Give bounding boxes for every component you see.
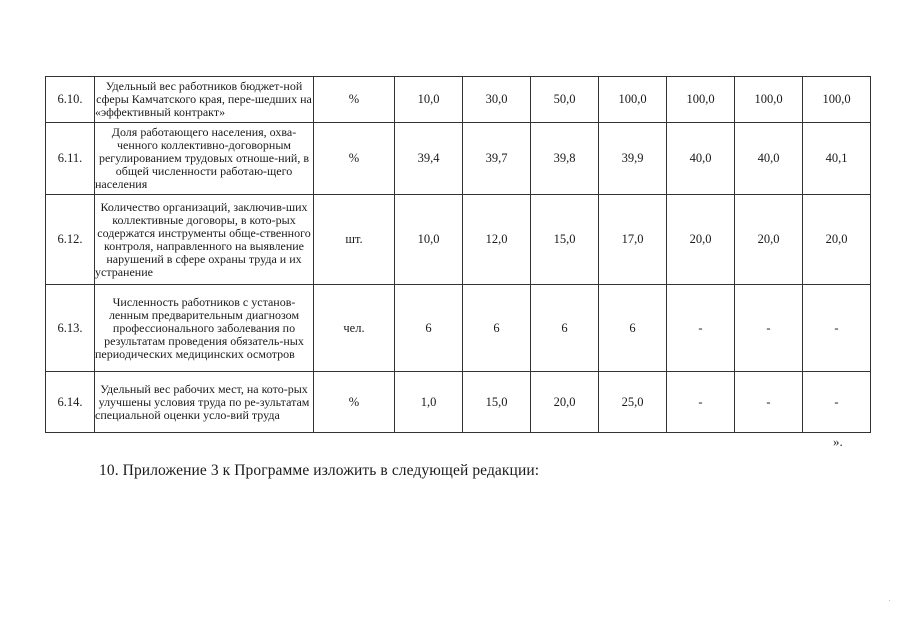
table-row	[46, 285, 871, 372]
row-number: 6.11.	[46, 123, 95, 195]
value-cell: -	[735, 285, 803, 372]
value-cell: 6	[599, 285, 667, 372]
value-cell: 39,9	[599, 123, 667, 195]
unit-cell: чел.	[314, 285, 395, 372]
table-row	[46, 372, 871, 433]
table-row	[46, 123, 871, 195]
value-cell: 25,0	[599, 372, 667, 433]
value-cell: -	[803, 285, 871, 372]
amendment-instruction: 10. Приложение 3 к Программе изложить в следующей редакции:	[99, 462, 540, 479]
unit-cell: %	[314, 372, 395, 433]
unit-cell: %	[314, 77, 395, 123]
value-cell: 40,0	[667, 123, 735, 195]
value-cell: 100,0	[803, 77, 871, 123]
indicator-description: Доля работающего населения, охва-ченного коллективно-договорным регулированием трудовых отноше-ний, в общей численности работаю-щего населения	[95, 123, 314, 195]
value-cell: 15,0	[531, 195, 599, 285]
unit-cell: шт.	[314, 195, 395, 285]
value-cell: 40,1	[803, 123, 871, 195]
value-cell: 50,0	[531, 77, 599, 123]
value-cell: 6	[531, 285, 599, 372]
row-number: 6.13.	[46, 285, 95, 372]
value-cell: 17,0	[599, 195, 667, 285]
indicators-table	[45, 76, 871, 433]
value-cell: 6	[395, 285, 463, 372]
scan-speck	[889, 600, 890, 601]
value-cell: 12,0	[463, 195, 531, 285]
table-row	[46, 77, 871, 123]
value-cell: 20,0	[667, 195, 735, 285]
value-cell: 39,7	[463, 123, 531, 195]
value-cell: 40,0	[735, 123, 803, 195]
value-cell: 20,0	[803, 195, 871, 285]
row-number: 6.14.	[46, 372, 95, 433]
value-cell: 10,0	[395, 77, 463, 123]
value-cell: -	[803, 372, 871, 433]
value-cell: 20,0	[735, 195, 803, 285]
value-cell: 39,8	[531, 123, 599, 195]
value-cell: 1,0	[395, 372, 463, 433]
value-cell: 10,0	[395, 195, 463, 285]
row-number: 6.10.	[46, 77, 95, 123]
indicator-description: Количество организаций, заключив-ших коллективные договоры, в кото-рых содержатся инструменты обще-ственного контроля, направленного на выявление нарушений в сфере охраны труда и их устранение	[95, 195, 314, 285]
row-number: 6.12.	[46, 195, 95, 285]
value-cell: 15,0	[463, 372, 531, 433]
value-cell: -	[735, 372, 803, 433]
value-cell: 100,0	[667, 77, 735, 123]
value-cell: 20,0	[531, 372, 599, 433]
indicator-description: Удельный вес работников бюджет-ной сферы Камчатского края, пере-шедших на «эффективный контракт»	[95, 77, 314, 123]
indicators-table-body	[46, 77, 871, 433]
unit-cell: %	[314, 123, 395, 195]
value-cell: -	[667, 285, 735, 372]
value-cell: 100,0	[735, 77, 803, 123]
value-cell: 6	[463, 285, 531, 372]
indicator-description: Удельный вес рабочих мест, на кото-рых улучшены условия труда по ре-зультатам специальной оценки усло-вий труда	[95, 372, 314, 433]
value-cell: 39,4	[395, 123, 463, 195]
value-cell: -	[667, 372, 735, 433]
closing-quote: ».	[833, 434, 843, 449]
value-cell: 30,0	[463, 77, 531, 123]
table-row	[46, 195, 871, 285]
indicator-description: Численность работников с установ-ленным предварительным диагнозом профессионального заболевания по результатам проведения обязатель-ных периодических медицинских осмотров	[95, 285, 314, 372]
value-cell: 100,0	[599, 77, 667, 123]
